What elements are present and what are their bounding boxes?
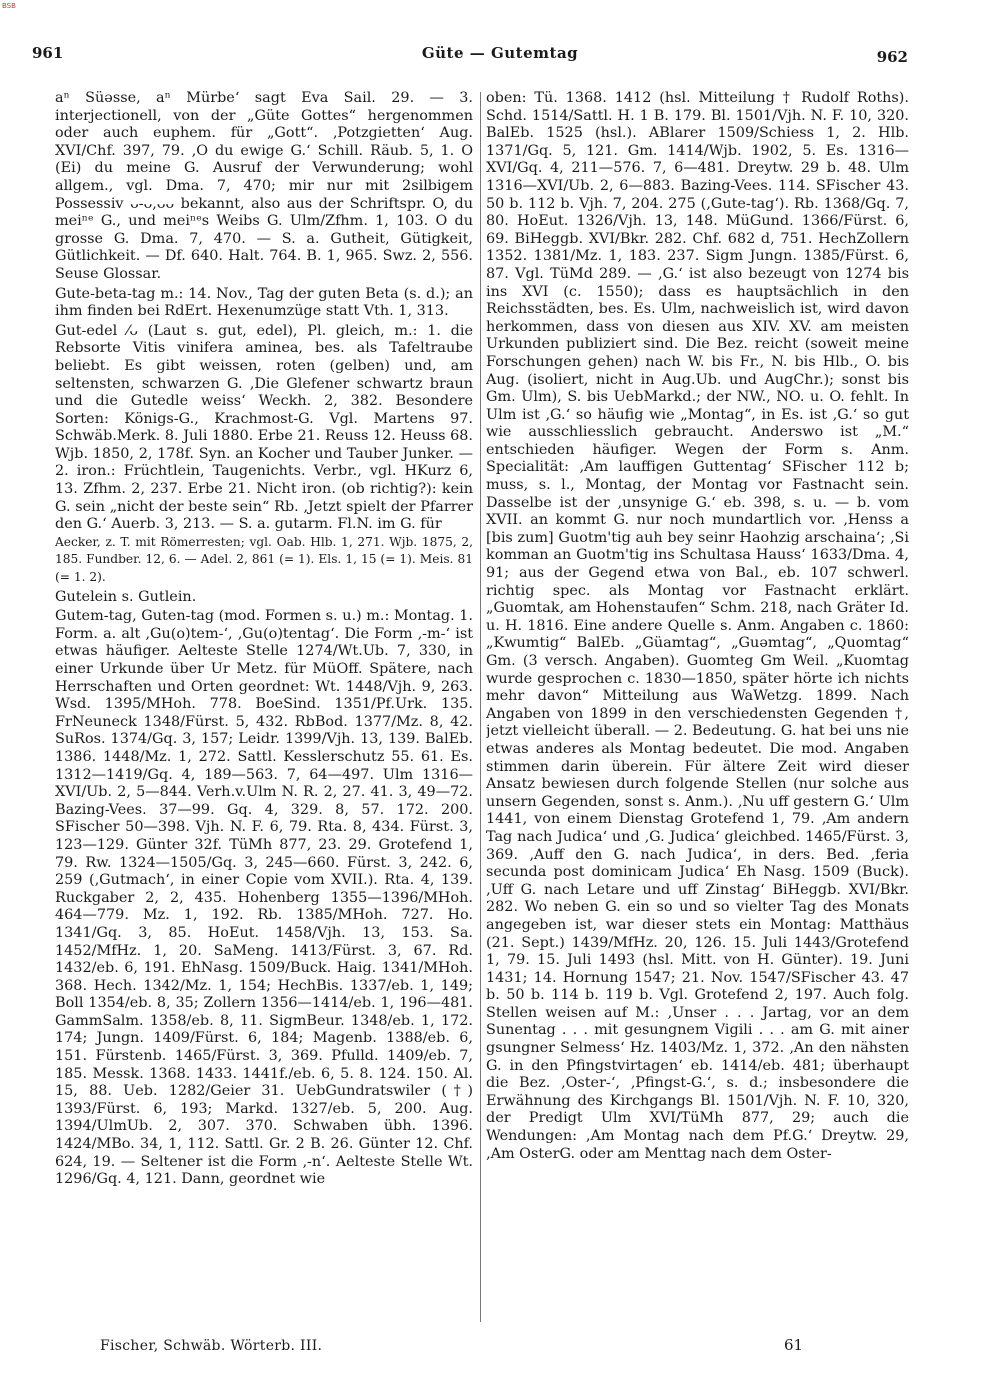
entry-gute-beta-tag: Gute-beta-tag m.: 14. Nov., Tag der guten Beta (s. d.); an ihm finden bei RdErt. Hexenumzüge statt Vth. 1, 313. [55,285,473,320]
entry-guete-continued: aⁿ Süəsse, aⁿ Mürbe‘ sagt Eva Sail. 29. — 3. interjectionell, von der „Güte Gottes“ hergenommen oder auch euphem. für „Gott“. ‚Potzgietten‘ Aug. XVI/Chf. 397, 79. ‚O du ewige G.‘ Schill. Räub. 5, 1. O (Ei) du meine G. Ausruf der Verwunderung; wohl allgem., vgl. Dma. 7, 470; mir nur mit 2silbigem Possessiv ᴗ-ᴗ,ᴗᴗ bekannt, also aus der Schriftspr. O, du meiⁿᵉ G., und meiⁿᵉs Weibs G. Ulm/Zfhm. 1, 103. O du grosse G. Dma. 7, 470. — S. a. Gutheit, Gütigkeit, Gütlichkeit. — Df. 640. Halt. 764. B. 1, 965. Swz. 2, 556. Seuse Glossar. [55,90,473,282]
entry-gutelein: Gutelein s. Gutlein. [55,588,197,605]
entry-gut-edel: Gut-edel ⁄ᴗ (Laut s. gut, edel), Pl. gleich, m.: 1. die Rebsorte Vitis vinifera aminea, bes. als Tafeltraube beliebt. Es gibt weissen, roten (gelben) und, am seltensten, schwarzen G. ‚Die Glefener schwartz braun und die Gutedle weiss‘ Weckh. 2, 382. Besondere Sorten: Königs-G., Krachmost-G. Vgl. Martens 97. Schwäb.Merk. 8. Juli 1880. Erbe 21. Reuss 12. Heuss 68. Wjb. 1850, 2, 178f. Syn. an Kocher und Tauber Junker. — 2. iron.: Früchtlein, Taugenichts. Verbr., vgl. HKurz 6, 13. Zfhm. 2, 237. Erbe 21. Nicht iron. (ob richtig?): kein G. sein „nicht der beste sein“ Rb. ‚Jetzt spielt der Pfarrer den G.‘ Auerb. 3, 213. — S. a. gutarm. Fl.N. im G. für [55,322,473,533]
library-stamp: BSB [2,2,16,10]
right-column [486,90,909,1332]
column-divider [480,92,481,1322]
entry-gutem-tag-continued: oben: Tü. 1368. 1412 (hsl. Mitteilung † Rudolf Roths). Schd. 1514/Sattl. H. 1 B. 179. Bl. 1501/Vjh. N. F. 10, 320. BalEb. 1525 (hsl.). ABlarer 1509/Schiess 1, 2. Hlb. 1371/Gq. 5, 121. Gm. 1414/Wjb. 1902, 5. Es. 1316—XVI/Gq. 4, 211—576. 7, 6—481. Dreytw. 29 b. 48. Ulm 1316—XVI/Ub. 2, 6—883. Bazing-Vees. 114. SFischer 43. 50 b. 112 b. Vjh. 7, 204. 275 (‚Gute-tag‘). Rb. 1368/Gq. 7, 80. HoEut. 1326/Vjh. 13, 148. MüGund. 1366/Fürst. 6, 69. BiHeggb. XVI/Bkr. 282. Chf. 682 d, 751. HechZollern 1352. 1381/Mz. 1, 183. 237. Sigm Jungn. 1385/Fürst. 6, 87. Vgl. TüMd 289. — ‚G.‘ ist also bezeugt von 1274 bis ins XVI (c. 1550); dass es hauptsächlich in den Reichsstädten, bes. Es. Ulm, nachweislich ist, wird davon herkommen, dass von diesen aus XIV. XV. am meisten Urkunden publiziert sind. Die Bez. reicht (soweit meine Forschungen gehen) nach W. bis Fr., N. bis Hlb., O. bis Aug. (isoliert, nicht in Aug.Ub. und AugChr.); sonst bis Gm. Ulm), S. bis UebMarkd.; der NW., NO. u. O. fehlt. In Ulm ist ‚G.‘ so häufig wie „Montag“, in Es. ist ‚G.‘ so gut wie ausschliesslich gebraucht. Anderswo ist „M.“ entschieden häufiger. Wegen der Form s. Anm. Specialität: ‚Am lauffigen Guttentag‘ SFischer 112 b; muss, s. l., Montag, der Montag vor Fastnacht sein. Dasselbe ist der ‚unsynige G.‘ eb. 398, s. u. — b. vom XVII. an kommt G. nur noch mundartlich vor. ‚Henss a [bis zum] Guotm'tig auh bey seinr Haohzig arschaina‘; ‚Si komman an Guotm'tig ins Schultasa Hauss‘ 1633/Dma. 4, 91; aus der Gegend etwa von Bal., eb. 107 schwerl. richtig spec. als Montag vor Fastnacht erklärt. „Guomtak, am Hohenstaufen“ Schm. 218, nach Gräter Id. u. H. 1816. Eine andere Quelle s. Anm. Angaben c. 1860: „Kwumtig“ BalEb. „Güamtag“, „Guəmtag“, „Quomtag“ Gm. (3 versch. Angaben). Guomteg Gm Weil. „Kuomtag wurde gesprochen c. 1830—1850, später hörte ich nichts mehr davon“ Mitteilung aus WaWetzg. 1899. Nach Angaben von 1899 in den verschiedensten Gegenden †, jetzt vielleicht überall. — 2. Bedeutung. G. hat bei uns nie etwas anderes als Montag bedeutet. Die mod. Angaben stimmen darin überein. Für ältere Zeit wird dieser Ansatz bewiesen durch folgende Stellen (nur solche aus unsern Gegenden, sonst s. Anm.). ‚Nu uff gestern G.‘ Ulm 1441, von einem Dienstag Grotefend 1, 79. ‚Am andern Tag nach Judica‘ und ‚G. Judica‘ gleichbed. 1465/Fürst. 3, 369. ‚Auff den G. nach Judica‘, in ders. Bed. ‚feria secunda post dominicam Judica‘ Eh Nasg. 1509 (Buck). ‚Uff G. nach Letare und uff Zinstag‘ BiHeggb. XVI/Bkr. 282. Wo neben G. ein so und so vielter Tag des Monats angegeben ist, war dieser stets ein Montag: Matthäus (21. Sept.) 1439/MfHz. 20, 126. 15. Juli 1443/Grotefend 1, 79. 15. Juli 1493 (hsl. Mitt. von H. Günter). 19. Juni 1431; 14. Hornung 1547; 21. Nov. 1547/SFischer 43. 47 b. 50 b. 114 b. 119 b. Vgl. Grotefend 2, 197. Auch folg. Stellen weisen auf M.: ‚Unser . . . Jartag, vor an dem Sunentag . . . mit gesungnem Vigili . . . am G. mit ainer gsungner Selmess‘ Hz. 1403/Mz. 1, 372. ‚An den nähsten G. in den Pfingstvirtagen‘ eb. 1414/eb. 481; überhaupt die Bez. ‚Oster-‘, ‚Pfingst-G.‘, s. d.; insbesondere die Erwähnung des Kirchgangs Bl. 1501/Vjh. N. F. 10, 320, der Predigt Ulm XVI/TüMh 877, 29; auch die Wendungen: ‚Am Montag nach dem Pf.G.‘ Dreytw. 29, ‚Am OsterG. oder am Menttag nach dem Oster- [486,90,909,1162]
page-number-right: 962 [876,48,908,66]
entry-gutem-tag: Gutem-tag, Guten-tag (mod. Formen s. u.) m.: Montag. 1. Form. a. alt ‚Gu(o)tem-‘, ‚Gu(o)tentag‘. Die Form ‚-m-‘ ist etwas häufiger. Aelteste Stelle 1274/Wt.Ub. 7, 330, in einer Urkunde über Ur Metz. für MüOff. Spätere, nach Herrschaften und Orten geordnet: Wt. 1448/Vjh. 9, 263. Wsd. 1395/MHoh. 778. BoeSind. 1351/Pf.Urk. 135. FrNeuneck 1348/Fürst. 5, 432. RbBod. 1377/Mz. 8, 42. SuRos. 1374/Gq. 3, 157; Leidr. 1399/Vjh. 13, 139. BalEb. 1386. 1448/Mz. 1, 272. Sattl. Kesslerschutz 55. 61. Es. 1312—1419/Gq. 4, 189—563. 7, 64—497. Ulm 1316—XVI/Ub. 2, 5—844. Verh.v.Ulm N. R. 2, 27. 41. 3, 49—72. Bazing-Vees. 37—99. Gq. 4, 329. 8, 57. 172. 200. SFischer 50—398. Vjh. N. F. 6, 79. Rta. 8, 434. Fürst. 3, 123—129. Günter 32f. TüMh 877, 23. 29. Grotefend 1, 79. Rw. 1324—1505/Gq. 3, 245—660. Fürst. 3, 242. 6, 259 (‚Gutmach‘, in einer Copie vom XVII.). Rta. 4, 139. Ruckgaber 2, 2, 435. Hohenberg 1355—1396/MHoh. 464—779. Mz. 1, 192. Rb. 1385/MHoh. 727. Ho. 1341/Gq. 3, 85. HoEut. 1458/Vjh. 13, 153. Sa. 1452/MfHz. 1, 20. SaMeng. 1413/Fürst. 3, 67. Rd. 1432/eb. 6, 191. EhNasg. 1509/Buck. Haig. 1341/MHoh. 368. Hech. 1342/Mz. 1, 154; HechBis. 1337/eb. 1, 149; Boll 1354/eb. 8, 35; Zollern 1356—1414/eb. 1, 196—481. GammSalm. 1358/eb. 8, 11. SigmBeur. 1348/eb. 1, 172. 174; Jungn. 1409/Fürst. 6, 184; Magenb. 1388/eb. 6, 151. Fürstenb. 1465/Fürst. 3, 369. Pfulld. 1409/eb. 7, 185. Messk. 1368. 1433. 1441f./eb. 6, 5. 8. 124. 150. Al. 15, 88. Ueb. 1282/Geier 31. UebGundratswiler (†) 1393/Fürst. 6, 193; Markd. 1327/eb. 5, 200. Aug. 1394/UlmUb. 2, 307. 370. Schwaben übh. 1396. 1424/MBo. 34, 1, 112. Sattl. Gr. 2 B. 26. Günter 12. Chf. 624, 19. — Seltener ist die Form ‚-n‘. Aelteste Stelle Wt. 1296/Gq. 4, 121. Dann, geordnet wie [55,608,473,1188]
footer-source: Fischer, Schwäb. Wörterb. III. [100,1338,323,1354]
page-number-left: 961 [32,44,64,62]
entry-gut-edel-refs: Aecker, z. T. mit Römerresten; vgl. Oab. Hlb. 1, 271. Wjb. 1875, 2, 185. Fundber. 12, 6. — Adel. 2, 861 (= 1). Els. 1, 15 (= 1). Meis. 81 (= 1. 2). [55,534,473,585]
page-title: Güte — Gutemtag [421,44,579,62]
footer-sheet-number: 61 [784,1336,804,1354]
left-column [55,90,473,1332]
